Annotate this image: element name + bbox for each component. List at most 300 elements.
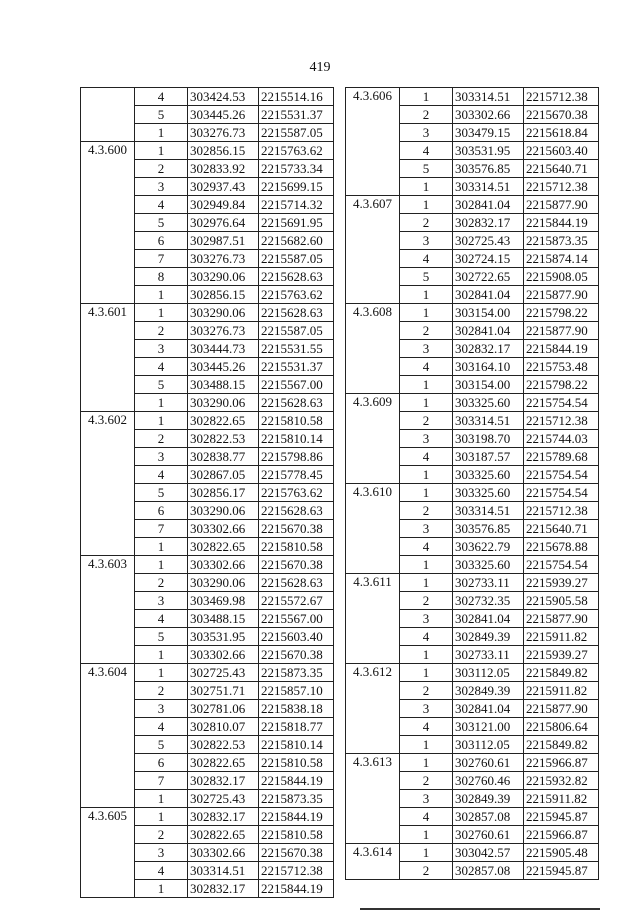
table-row	[346, 340, 599, 358]
section-number-cell: 4.3.608	[346, 304, 400, 322]
y-coordinate-cell: 2215763.62	[259, 484, 334, 502]
section-number-cell: 4.3.602	[81, 412, 135, 430]
section-number-cell	[346, 268, 400, 286]
point-number-cell: 2	[400, 106, 453, 124]
y-coordinate-cell: 2215712.38	[524, 88, 599, 106]
x-coordinate-cell: 303488.15	[188, 376, 259, 394]
x-coordinate-cell: 303302.66	[188, 556, 259, 574]
table-row	[346, 736, 599, 754]
table-row	[346, 322, 599, 340]
point-number-cell: 4	[135, 718, 188, 736]
section-number-cell	[346, 772, 400, 790]
section-number-cell	[346, 448, 400, 466]
point-number-cell: 5	[135, 736, 188, 754]
x-coordinate-cell: 302732.35	[453, 592, 524, 610]
section-number-cell	[346, 700, 400, 718]
x-coordinate-cell: 303121.00	[453, 718, 524, 736]
table-row	[346, 664, 599, 682]
y-coordinate-cell: 2215763.62	[259, 286, 334, 304]
point-number-cell: 2	[400, 772, 453, 790]
section-number-cell: 4.3.607	[346, 196, 400, 214]
y-coordinate-cell: 2215789.68	[524, 448, 599, 466]
point-number-cell: 1	[400, 376, 453, 394]
point-number-cell: 5	[135, 214, 188, 232]
x-coordinate-cell: 302849.39	[453, 682, 524, 700]
table-row	[81, 394, 334, 412]
table-row	[346, 232, 599, 250]
y-coordinate-cell: 2215844.19	[524, 214, 599, 232]
x-coordinate-cell: 303445.26	[188, 358, 259, 376]
y-coordinate-cell: 2215628.63	[259, 502, 334, 520]
point-number-cell: 2	[400, 862, 453, 880]
table-row	[346, 826, 599, 844]
table-row	[81, 376, 334, 394]
point-number-cell: 4	[135, 610, 188, 628]
x-coordinate-cell: 303276.73	[188, 250, 259, 268]
y-coordinate-cell: 2215587.05	[259, 124, 334, 142]
point-number-cell: 3	[400, 430, 453, 448]
section-number-cell: 4.3.611	[346, 574, 400, 592]
y-coordinate-cell: 2215587.05	[259, 322, 334, 340]
point-number-cell: 1	[135, 790, 188, 808]
y-coordinate-cell: 2215844.19	[259, 880, 334, 898]
point-number-cell: 4	[400, 538, 453, 556]
section-number-cell	[346, 592, 400, 610]
table-row	[81, 754, 334, 772]
table-row	[346, 196, 599, 214]
x-coordinate-cell: 302841.04	[453, 610, 524, 628]
y-coordinate-cell: 2215531.37	[259, 358, 334, 376]
y-coordinate-cell: 2215905.48	[524, 844, 599, 862]
point-number-cell: 3	[400, 520, 453, 538]
x-coordinate-cell: 302937.43	[188, 178, 259, 196]
section-number-cell	[346, 646, 400, 664]
table-row	[346, 610, 599, 628]
table-row	[81, 628, 334, 646]
y-coordinate-cell: 2215628.63	[259, 574, 334, 592]
table-row	[81, 466, 334, 484]
y-coordinate-cell: 2215844.19	[524, 340, 599, 358]
point-number-cell: 1	[400, 754, 453, 772]
y-coordinate-cell: 2215873.35	[259, 790, 334, 808]
y-coordinate-cell: 2215778.45	[259, 466, 334, 484]
x-coordinate-cell: 302822.65	[188, 412, 259, 430]
point-number-cell: 1	[400, 178, 453, 196]
section-number-cell	[81, 322, 135, 340]
section-number-cell	[346, 178, 400, 196]
x-coordinate-cell: 302822.65	[188, 826, 259, 844]
point-number-cell: 2	[400, 322, 453, 340]
y-coordinate-cell: 2215514.16	[259, 88, 334, 106]
point-number-cell: 3	[400, 700, 453, 718]
x-coordinate-cell: 303276.73	[188, 322, 259, 340]
section-number-cell	[81, 502, 135, 520]
table-row	[81, 574, 334, 592]
y-coordinate-cell: 2215874.14	[524, 250, 599, 268]
x-coordinate-cell: 302733.11	[453, 574, 524, 592]
y-coordinate-cell: 2215873.35	[524, 232, 599, 250]
x-coordinate-cell: 303531.95	[453, 142, 524, 160]
y-coordinate-cell: 2215945.87	[524, 808, 599, 826]
x-coordinate-cell: 303445.26	[188, 106, 259, 124]
section-number-cell	[346, 214, 400, 232]
y-coordinate-cell: 2215810.58	[259, 412, 334, 430]
point-number-cell: 1	[400, 556, 453, 574]
y-coordinate-cell: 2215838.18	[259, 700, 334, 718]
table-row	[81, 772, 334, 790]
section-number-cell	[81, 448, 135, 466]
table-row	[346, 538, 599, 556]
point-number-cell: 1	[400, 484, 453, 502]
y-coordinate-cell: 2215712.38	[524, 412, 599, 430]
table-row	[81, 790, 334, 808]
y-coordinate-cell: 2215714.32	[259, 196, 334, 214]
table-row	[81, 520, 334, 538]
point-number-cell: 3	[400, 610, 453, 628]
y-coordinate-cell: 2215754.54	[524, 394, 599, 412]
section-number-cell	[81, 286, 135, 304]
x-coordinate-cell: 303112.05	[453, 664, 524, 682]
section-number-cell	[81, 430, 135, 448]
table-row	[346, 772, 599, 790]
table-row	[346, 142, 599, 160]
point-number-cell: 2	[400, 592, 453, 610]
section-number-cell	[346, 682, 400, 700]
table-row	[81, 178, 334, 196]
point-number-cell: 1	[135, 394, 188, 412]
x-coordinate-cell: 302949.84	[188, 196, 259, 214]
section-number-cell	[81, 466, 135, 484]
table-row	[81, 322, 334, 340]
y-coordinate-cell: 2215966.87	[524, 826, 599, 844]
table-row	[81, 430, 334, 448]
section-number-cell	[346, 628, 400, 646]
y-coordinate-cell: 2215567.00	[259, 376, 334, 394]
section-number-cell	[81, 88, 135, 106]
x-coordinate-cell: 303302.66	[188, 844, 259, 862]
section-number-cell	[346, 520, 400, 538]
x-coordinate-cell: 302760.46	[453, 772, 524, 790]
x-coordinate-cell: 302725.43	[188, 664, 259, 682]
point-number-cell: 1	[135, 538, 188, 556]
point-number-cell: 1	[400, 196, 453, 214]
x-coordinate-cell: 302832.17	[453, 340, 524, 358]
section-number-cell	[81, 628, 135, 646]
x-coordinate-cell: 302849.39	[453, 790, 524, 808]
section-number-cell	[81, 124, 135, 142]
x-coordinate-cell: 303302.66	[453, 106, 524, 124]
table-row	[81, 880, 334, 898]
table-row	[346, 430, 599, 448]
section-number-cell	[346, 106, 400, 124]
point-number-cell: 2	[400, 214, 453, 232]
x-coordinate-cell: 302822.53	[188, 736, 259, 754]
y-coordinate-cell: 2215754.54	[524, 466, 599, 484]
table-row	[81, 736, 334, 754]
point-number-cell: 4	[135, 88, 188, 106]
x-coordinate-cell: 302725.43	[188, 790, 259, 808]
coordinates-table-left	[80, 87, 334, 898]
section-number-cell	[81, 340, 135, 358]
y-coordinate-cell: 2215939.27	[524, 646, 599, 664]
table-row	[346, 556, 599, 574]
y-coordinate-cell: 2215628.63	[259, 304, 334, 322]
section-number-cell	[81, 178, 135, 196]
section-number-cell	[81, 376, 135, 394]
y-coordinate-cell: 2215810.14	[259, 736, 334, 754]
point-number-cell: 4	[135, 358, 188, 376]
y-coordinate-cell: 2215587.05	[259, 250, 334, 268]
table-row	[346, 250, 599, 268]
page-bottom-rule	[360, 908, 600, 910]
x-coordinate-cell: 303154.00	[453, 376, 524, 394]
x-coordinate-cell: 303325.60	[453, 394, 524, 412]
point-number-cell: 2	[135, 430, 188, 448]
table-row	[81, 700, 334, 718]
section-number-cell	[81, 592, 135, 610]
section-number-cell	[346, 160, 400, 178]
x-coordinate-cell: 302976.64	[188, 214, 259, 232]
point-number-cell: 2	[135, 574, 188, 592]
point-number-cell: 1	[400, 736, 453, 754]
point-number-cell: 1	[400, 826, 453, 844]
point-number-cell: 3	[400, 232, 453, 250]
y-coordinate-cell: 2215754.54	[524, 484, 599, 502]
x-coordinate-cell: 303325.60	[453, 556, 524, 574]
section-number-cell	[346, 826, 400, 844]
y-coordinate-cell: 2215670.38	[259, 520, 334, 538]
table-row	[346, 862, 599, 880]
section-number-cell	[346, 412, 400, 430]
section-number-cell	[81, 790, 135, 808]
point-number-cell: 6	[135, 754, 188, 772]
x-coordinate-cell: 302841.04	[453, 196, 524, 214]
y-coordinate-cell: 2215873.35	[259, 664, 334, 682]
point-number-cell: 4	[135, 466, 188, 484]
x-coordinate-cell: 303164.10	[453, 358, 524, 376]
x-coordinate-cell: 302857.08	[453, 808, 524, 826]
y-coordinate-cell: 2215810.58	[259, 538, 334, 556]
y-coordinate-cell: 2215911.82	[524, 790, 599, 808]
section-number-cell: 4.3.610	[346, 484, 400, 502]
table-row	[81, 268, 334, 286]
x-coordinate-cell: 303042.57	[453, 844, 524, 862]
point-number-cell: 1	[135, 808, 188, 826]
table-row	[346, 466, 599, 484]
x-coordinate-cell: 303290.06	[188, 304, 259, 322]
x-coordinate-cell: 302841.04	[453, 286, 524, 304]
y-coordinate-cell: 2215877.90	[524, 322, 599, 340]
table-row	[81, 448, 334, 466]
section-number-cell	[346, 610, 400, 628]
table-row	[81, 718, 334, 736]
coordinates-table-right	[345, 87, 599, 880]
section-number-cell	[81, 358, 135, 376]
point-number-cell: 1	[400, 304, 453, 322]
x-coordinate-cell: 302822.53	[188, 430, 259, 448]
x-coordinate-cell: 303290.06	[188, 268, 259, 286]
table-row	[346, 178, 599, 196]
section-number-cell	[346, 430, 400, 448]
x-coordinate-cell: 302822.65	[188, 538, 259, 556]
table-row	[81, 196, 334, 214]
y-coordinate-cell: 2215911.82	[524, 628, 599, 646]
section-number-cell	[346, 358, 400, 376]
table-row	[81, 664, 334, 682]
x-coordinate-cell: 303314.51	[453, 178, 524, 196]
section-number-cell	[346, 718, 400, 736]
point-number-cell: 4	[400, 250, 453, 268]
section-number-cell	[81, 268, 135, 286]
x-coordinate-cell: 302760.61	[453, 826, 524, 844]
point-number-cell: 1	[135, 556, 188, 574]
section-number-cell	[81, 682, 135, 700]
section-number-cell: 4.3.605	[81, 808, 135, 826]
section-number-cell	[81, 214, 135, 232]
table-row	[81, 304, 334, 322]
y-coordinate-cell: 2215857.10	[259, 682, 334, 700]
point-number-cell: 5	[400, 160, 453, 178]
section-number-cell	[346, 556, 400, 574]
point-number-cell: 2	[400, 502, 453, 520]
table-row	[346, 844, 599, 862]
section-number-cell: 4.3.613	[346, 754, 400, 772]
x-coordinate-cell: 303198.70	[453, 430, 524, 448]
section-number-cell	[346, 124, 400, 142]
x-coordinate-cell: 303576.85	[453, 160, 524, 178]
y-coordinate-cell: 2215670.38	[259, 646, 334, 664]
point-number-cell: 1	[135, 124, 188, 142]
point-number-cell: 1	[135, 664, 188, 682]
x-coordinate-cell: 303325.60	[453, 484, 524, 502]
x-coordinate-cell: 303325.60	[453, 466, 524, 484]
y-coordinate-cell: 2215844.19	[259, 772, 334, 790]
y-coordinate-cell: 2215849.82	[524, 736, 599, 754]
y-coordinate-cell: 2215945.87	[524, 862, 599, 880]
point-number-cell: 2	[400, 682, 453, 700]
x-coordinate-cell: 303302.66	[188, 646, 259, 664]
table-row	[81, 484, 334, 502]
section-number-cell	[81, 520, 135, 538]
y-coordinate-cell: 2215877.90	[524, 286, 599, 304]
table-row	[346, 304, 599, 322]
section-number-cell	[81, 160, 135, 178]
table-row	[346, 286, 599, 304]
y-coordinate-cell: 2215798.22	[524, 376, 599, 394]
table-row	[81, 682, 334, 700]
point-number-cell: 5	[135, 628, 188, 646]
point-number-cell: 2	[135, 682, 188, 700]
section-number-cell	[81, 646, 135, 664]
x-coordinate-cell: 303469.98	[188, 592, 259, 610]
point-number-cell: 5	[400, 268, 453, 286]
y-coordinate-cell: 2215932.82	[524, 772, 599, 790]
table-row	[81, 214, 334, 232]
x-coordinate-cell: 302722.65	[453, 268, 524, 286]
section-number-cell	[346, 538, 400, 556]
section-number-cell	[346, 466, 400, 484]
x-coordinate-cell: 302856.15	[188, 286, 259, 304]
y-coordinate-cell: 2215810.58	[259, 826, 334, 844]
section-number-cell	[81, 826, 135, 844]
point-number-cell: 3	[135, 700, 188, 718]
point-number-cell: 7	[135, 520, 188, 538]
point-number-cell: 4	[400, 448, 453, 466]
table-row	[346, 358, 599, 376]
section-number-cell	[81, 754, 135, 772]
page-number: 419	[309, 60, 331, 75]
section-number-cell: 4.3.609	[346, 394, 400, 412]
point-number-cell: 1	[400, 466, 453, 484]
section-number-cell	[81, 538, 135, 556]
section-number-cell	[81, 772, 135, 790]
x-coordinate-cell: 302841.04	[453, 322, 524, 340]
table-row	[81, 862, 334, 880]
x-coordinate-cell: 302856.15	[188, 142, 259, 160]
point-number-cell: 4	[400, 142, 453, 160]
section-number-cell	[81, 862, 135, 880]
table-row	[81, 106, 334, 124]
x-coordinate-cell: 302724.15	[453, 250, 524, 268]
point-number-cell: 2	[400, 412, 453, 430]
table-row	[346, 376, 599, 394]
point-number-cell: 4	[400, 358, 453, 376]
point-number-cell: 3	[135, 448, 188, 466]
x-coordinate-cell: 302725.43	[453, 232, 524, 250]
section-number-cell	[81, 844, 135, 862]
section-number-cell	[346, 376, 400, 394]
table-row	[81, 610, 334, 628]
point-number-cell: 1	[400, 646, 453, 664]
y-coordinate-cell: 2215712.38	[524, 178, 599, 196]
section-number-cell	[346, 322, 400, 340]
section-number-cell: 4.3.601	[81, 304, 135, 322]
table-row	[346, 754, 599, 772]
x-coordinate-cell: 302987.51	[188, 232, 259, 250]
table-row	[81, 556, 334, 574]
point-number-cell: 1	[400, 394, 453, 412]
point-number-cell: 1	[400, 844, 453, 862]
section-number-cell	[81, 250, 135, 268]
y-coordinate-cell: 2215798.86	[259, 448, 334, 466]
point-number-cell: 3	[135, 592, 188, 610]
y-coordinate-cell: 2215640.71	[524, 160, 599, 178]
y-coordinate-cell: 2215567.00	[259, 610, 334, 628]
y-coordinate-cell: 2215754.54	[524, 556, 599, 574]
point-number-cell: 4	[135, 196, 188, 214]
point-number-cell: 4	[135, 862, 188, 880]
table-row	[81, 502, 334, 520]
table-row	[346, 502, 599, 520]
y-coordinate-cell: 2215753.48	[524, 358, 599, 376]
x-coordinate-cell: 303444.73	[188, 340, 259, 358]
table-row	[346, 682, 599, 700]
y-coordinate-cell: 2215939.27	[524, 574, 599, 592]
point-number-cell: 6	[135, 502, 188, 520]
x-coordinate-cell: 302849.39	[453, 628, 524, 646]
x-coordinate-cell: 303314.51	[453, 412, 524, 430]
section-number-cell: 4.3.612	[346, 664, 400, 682]
x-coordinate-cell: 302841.04	[453, 700, 524, 718]
y-coordinate-cell: 2215966.87	[524, 754, 599, 772]
table-row	[81, 844, 334, 862]
section-number-cell	[81, 610, 135, 628]
table-row	[81, 160, 334, 178]
section-number-cell	[81, 232, 135, 250]
x-coordinate-cell: 303622.79	[453, 538, 524, 556]
point-number-cell: 1	[135, 286, 188, 304]
x-coordinate-cell: 303314.51	[188, 862, 259, 880]
